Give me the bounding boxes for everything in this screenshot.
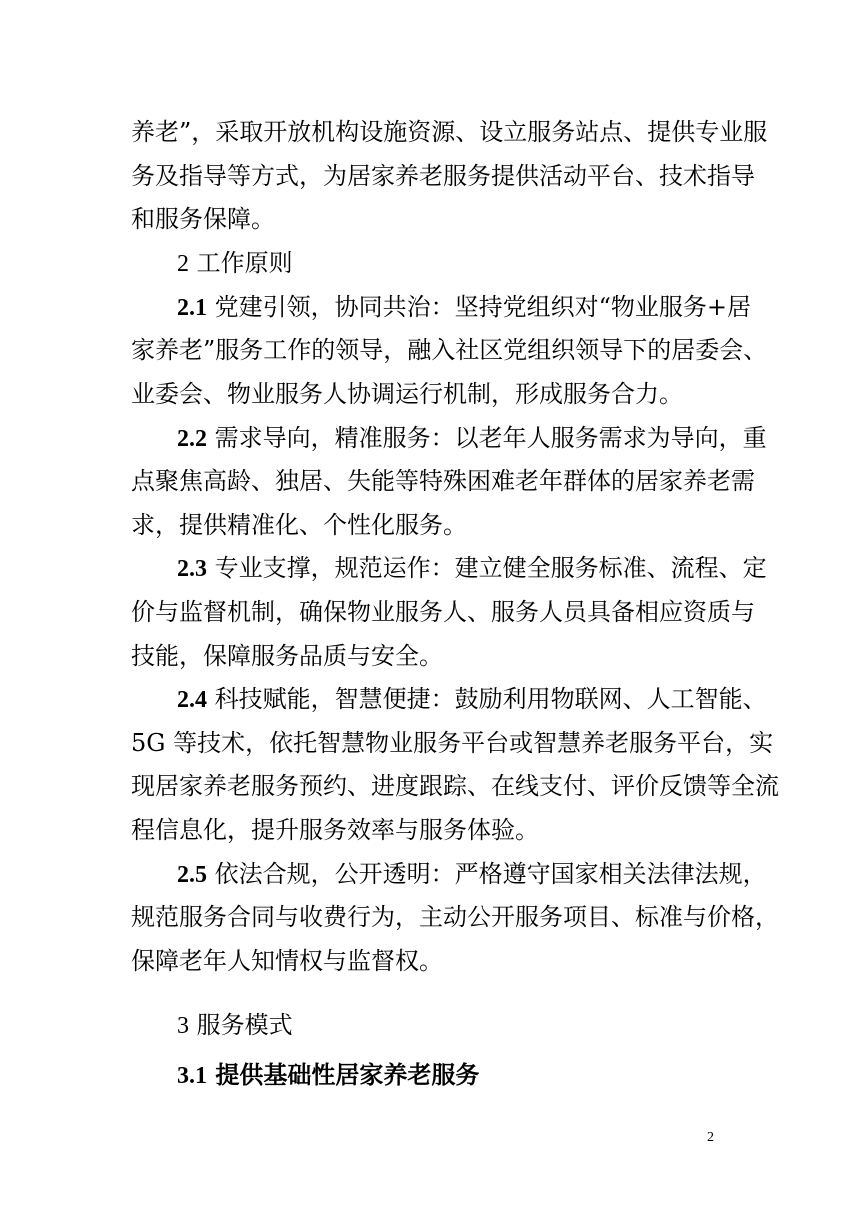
item-2-5-line-3: 保障老年人知情权与监督权。 [131, 947, 443, 975]
item-2-1-text: 党建引领，协同共治：坚持党组织对“物业服务+居 [214, 293, 752, 321]
item-2-3-line-3: 技能，保障服务品质与安全。 [131, 642, 443, 670]
item-2-2-line-1 [177, 423, 860, 454]
page-number: 2 [707, 1130, 714, 1145]
item-2-1-line-1 [177, 292, 860, 323]
item-2-4-text: 科技赋能，智慧便捷：鼓励利用物联网、人工智能、 [214, 685, 767, 713]
subsection-3-1-heading [177, 1060, 860, 1091]
intro-line-2: 务及指导等方式，为居家养老服务提供活动平台、技术指导 [131, 162, 755, 190]
intro-line-1: 养老”，采取开放机构设施资源、设立服务站点、提供专业服 [131, 118, 768, 146]
intro-line-3: 和服务保障。 [131, 205, 275, 233]
item-2-2-number: 2.2 [177, 426, 207, 452]
section-3-title: 服务模式 [196, 1011, 293, 1039]
item-2-1-line-3: 业委会、物业服务人协调运行机制，形成服务合力。 [131, 380, 683, 408]
item-2-3-line-2: 价与监督机制，确保物业服务人、服务人员具备相应资质与 [131, 598, 755, 626]
item-2-3-text: 专业支撑，规范运作：建立健全服务标准、流程、定 [214, 554, 767, 582]
item-2-5-line-2: 规范服务合同与收费行为，主动公开服务项目、标准与价格， [131, 903, 779, 931]
item-2-5-text: 依法合规，公开透明：严格遵守国家相关法律法规， [214, 860, 767, 888]
item-2-1-number: 2.1 [177, 295, 207, 321]
item-2-2-line-3: 求，提供精准化、个性化服务。 [131, 511, 467, 539]
section-2-title: 工作原则 [196, 249, 293, 277]
item-2-1-line-2: 家养老”服务工作的领导，融入社区党组织领导下的居委会、 [131, 336, 768, 364]
section-3-number: 3 [177, 1013, 189, 1039]
item-2-2-text: 需求导向，精准服务：以老年人服务需求为导向，重 [214, 424, 767, 452]
subsection-3-1-number: 3.1 [177, 1063, 207, 1089]
item-2-4-line-2: 5G 等技术，依托智慧物业服务平台或智慧养老服务平台，实 [131, 729, 774, 757]
item-2-5-number: 2.5 [177, 862, 207, 888]
subsection-3-1-title: 提供基础性居家养老服务 [215, 1060, 480, 1089]
item-2-3-number: 2.3 [177, 556, 207, 582]
item-2-4-line-1 [177, 684, 860, 715]
item-2-4-line-3: 现居家养老服务预约、进度跟踪、在线支付、评价反馈等全流 [131, 772, 779, 800]
item-2-4-line-4: 程信息化，提升服务效率与服务体验。 [131, 816, 539, 844]
section-3-heading [177, 1010, 860, 1041]
item-2-4-number: 2.4 [177, 687, 207, 713]
item-2-3-line-1 [177, 553, 860, 584]
item-2-5-line-1 [177, 859, 860, 890]
section-2-number: 2 [177, 251, 189, 277]
section-2-heading [177, 248, 860, 279]
item-2-2-line-2: 点聚焦高龄、独居、失能等特殊困难老年群体的居家养老需 [131, 467, 755, 495]
